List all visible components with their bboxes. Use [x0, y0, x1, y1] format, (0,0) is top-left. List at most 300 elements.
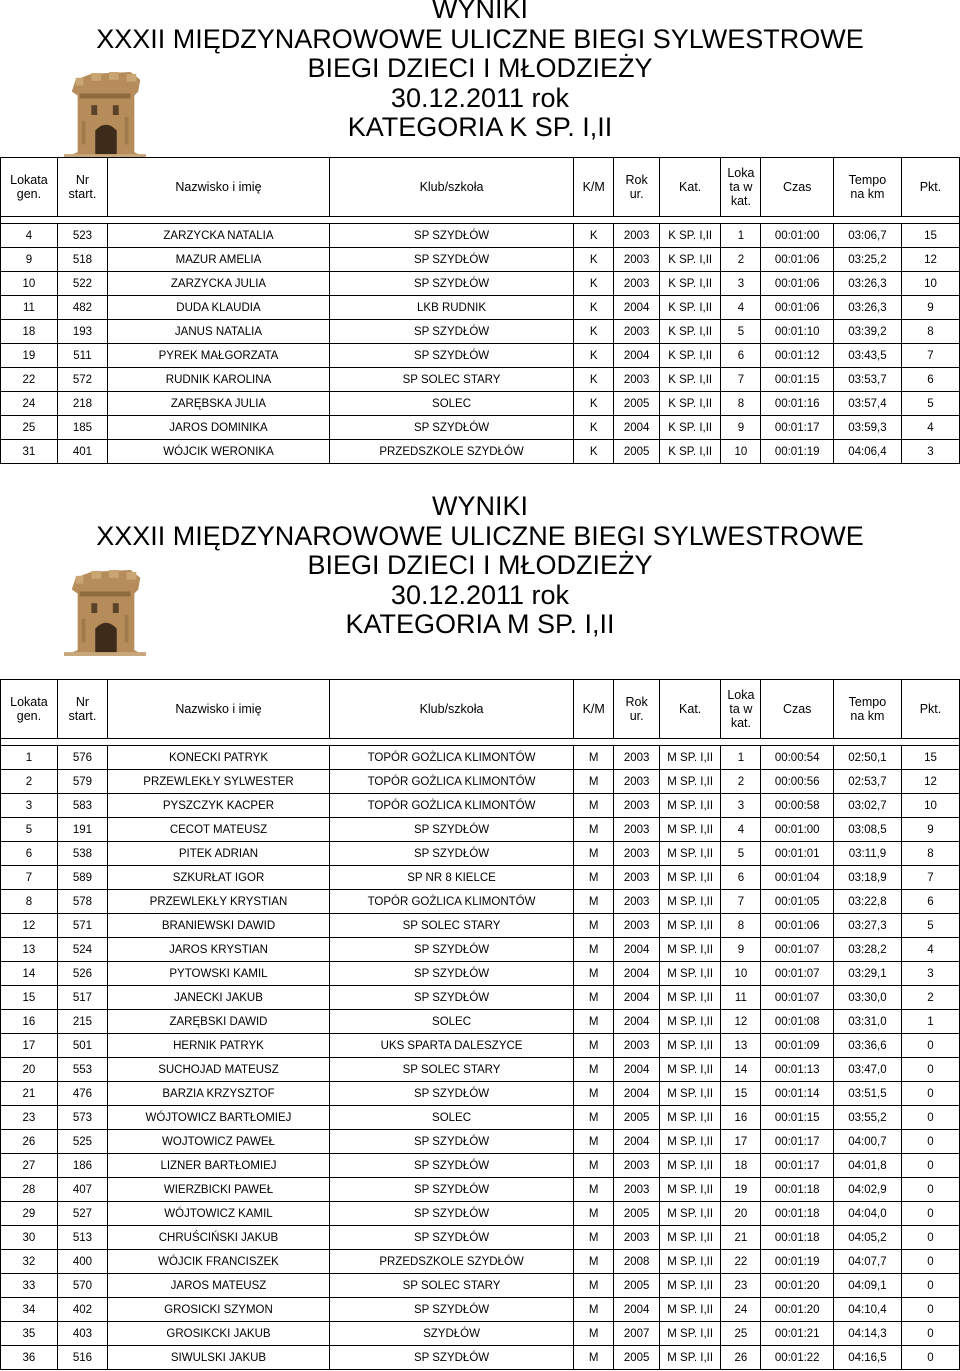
cell-tempo: 03:25,2 [833, 248, 901, 272]
cell-tempo: 03:29,1 [833, 962, 901, 986]
cell-tempo: 04:07,7 [833, 1250, 901, 1274]
cell-pkt: 4 [901, 416, 959, 440]
col-kat: Kat. [660, 680, 721, 739]
cell-kat: M SP. I,II [660, 1178, 721, 1202]
cell-lokata-kat: 2 [721, 770, 761, 794]
cell-name: BARZIA KRZYSZTOF [108, 1082, 330, 1106]
cell-club: SP SOLEC STARY [329, 1274, 573, 1298]
cell-kat: K SP. I,II [660, 440, 721, 464]
cell-tempo: 03:11,9 [833, 842, 901, 866]
table-row [1, 224, 960, 248]
cell-czas: 00:01:18 [761, 1202, 833, 1226]
cell-lokata-gen: 9 [1, 248, 58, 272]
cell-nr-start: 522 [57, 272, 107, 296]
cell-name: PRZEWLEKŁY SYLWESTER [108, 770, 330, 794]
cell-name: PRZEWLEKŁY KRYSTIAN [108, 890, 330, 914]
table-row [1, 818, 960, 842]
cell-pkt: 2 [901, 986, 959, 1010]
cell-name: WOJTOWICZ PAWEŁ [108, 1130, 330, 1154]
cell-lokata-gen: 14 [1, 962, 58, 986]
table-row [1, 320, 960, 344]
cell-kat: M SP. I,II [660, 794, 721, 818]
cell-km: K [574, 344, 614, 368]
cell-lokata-kat: 6 [721, 866, 761, 890]
cell-pkt: 15 [901, 224, 959, 248]
cell-km: M [574, 1250, 614, 1274]
col-tempo [833, 158, 901, 217]
cell-tempo: 03:26,3 [833, 296, 901, 320]
cell-lokata-kat: 9 [721, 416, 761, 440]
cell-pkt: 0 [901, 1058, 959, 1082]
cell-rok-ur: 2003 [614, 1178, 660, 1202]
cell-tempo: 03:02,7 [833, 794, 901, 818]
cell-km: M [574, 1010, 614, 1034]
cell-club: LKB RUDNIK [329, 296, 573, 320]
cell-name: LIZNER BARTŁOMIEJ [108, 1154, 330, 1178]
cell-pkt: 12 [901, 770, 959, 794]
cell-nr-start: 185 [57, 416, 107, 440]
cell-czas: 00:01:06 [761, 296, 833, 320]
cell-tempo: 02:53,7 [833, 770, 901, 794]
cell-rok-ur: 2003 [614, 1034, 660, 1058]
col-pkt: Pkt. [901, 680, 959, 739]
cell-tempo: 03:06,7 [833, 224, 901, 248]
col-lokata-kat [721, 680, 761, 739]
cell-nr-start: 578 [57, 890, 107, 914]
cell-rok-ur: 2003 [614, 746, 660, 770]
cell-tempo: 03:26,3 [833, 272, 901, 296]
cell-tempo: 04:00,7 [833, 1130, 901, 1154]
cell-kat: K SP. I,II [660, 392, 721, 416]
cell-club: TOPÓR GOŻLICA KLIMONTÓW [329, 890, 573, 914]
cell-nr-start: 576 [57, 746, 107, 770]
cell-pkt: 0 [901, 1226, 959, 1250]
col-nr-start [57, 680, 107, 739]
cell-lokata-gen: 13 [1, 938, 58, 962]
cell-lokata-kat: 1 [721, 746, 761, 770]
cell-pkt: 5 [901, 392, 959, 416]
cell-lokata-gen: 7 [1, 866, 58, 890]
col-tempo-line: na km [850, 709, 885, 723]
col-tempo-line: Tempo [848, 173, 887, 187]
cell-pkt: 6 [901, 890, 959, 914]
cell-czas: 00:01:17 [761, 1130, 833, 1154]
cell-km: M [574, 962, 614, 986]
cell-tempo: 04:16,5 [833, 1346, 901, 1370]
cell-czas: 00:01:07 [761, 986, 833, 1010]
cell-nr-start: 517 [57, 986, 107, 1010]
cell-club: SP SZYDŁÓW [329, 320, 573, 344]
cell-kat: M SP. I,II [660, 1010, 721, 1034]
cell-lokata-kat: 20 [721, 1202, 761, 1226]
cell-lokata-kat: 10 [721, 962, 761, 986]
table-row [1, 272, 960, 296]
col-lokata-gen-line: gen. [16, 187, 42, 201]
cell-club: SZYDŁÓW [329, 1322, 573, 1346]
cell-nr-start: 482 [57, 296, 107, 320]
cell-name: ZARZYCKA NATALIA [108, 224, 330, 248]
cell-club: SP SZYDŁÓW [329, 416, 573, 440]
cell-name: DUDA KLAUDIA [108, 296, 330, 320]
cell-lokata-kat: 5 [721, 320, 761, 344]
cell-czas: 00:01:21 [761, 1322, 833, 1346]
col-name: Nazwisko i imię [108, 158, 330, 217]
cell-lokata-kat: 12 [721, 1010, 761, 1034]
cell-nr-start: 570 [57, 1274, 107, 1298]
cell-lokata-kat: 11 [721, 986, 761, 1010]
cell-pkt: 3 [901, 440, 959, 464]
cell-lokata-gen: 10 [1, 272, 58, 296]
cell-nr-start: 527 [57, 1202, 107, 1226]
cell-name: WÓJCIK WERONIKA [108, 440, 330, 464]
cell-km: M [574, 938, 614, 962]
col-club: Klub/szkoła [329, 680, 573, 739]
cell-lokata-kat: 7 [721, 368, 761, 392]
cell-czas: 00:01:14 [761, 1082, 833, 1106]
col-nr-start-line: Nr [75, 173, 90, 187]
cell-tempo: 03:18,9 [833, 866, 901, 890]
col-nr-start [57, 158, 107, 217]
table-row [1, 1202, 960, 1226]
cell-czas: 00:01:20 [761, 1298, 833, 1322]
cell-rok-ur: 2008 [614, 1250, 660, 1274]
cell-pkt: 8 [901, 320, 959, 344]
col-lokata-gen-line: Lokata [10, 173, 48, 187]
cell-lokata-kat: 14 [721, 1058, 761, 1082]
cell-pkt: 10 [901, 272, 959, 296]
table-header-row [1, 680, 960, 739]
cell-name: CECOT MATEUSZ [108, 818, 330, 842]
table-row [1, 248, 960, 272]
table-row [1, 1298, 960, 1322]
cell-club: SP SOLEC STARY [329, 368, 573, 392]
cell-km: M [574, 1058, 614, 1082]
cell-club: SP SZYDŁÓW [329, 1298, 573, 1322]
cell-czas: 00:01:07 [761, 962, 833, 986]
cell-club: SP SZYDŁÓW [329, 248, 573, 272]
cell-kat: K SP. I,II [660, 272, 721, 296]
header-event: XXXII MIĘDZYNAROWOWE ULICZNE BIEGI SYLWESTROWE [96, 520, 864, 551]
cell-lokata-kat: 3 [721, 794, 761, 818]
table-row [1, 1346, 960, 1370]
cell-lokata-gen: 24 [1, 392, 58, 416]
cell-name: SUCHOJAD MATEUSZ [108, 1058, 330, 1082]
cell-rok-ur: 2005 [614, 1106, 660, 1130]
table-row [1, 1130, 960, 1154]
cell-tempo: 03:59,3 [833, 416, 901, 440]
cell-kat: M SP. I,II [660, 1346, 721, 1370]
cell-lokata-gen: 2 [1, 770, 58, 794]
cell-km: M [574, 1346, 614, 1370]
table-row [1, 1322, 960, 1346]
cell-pkt: 12 [901, 248, 959, 272]
cell-kat: M SP. I,II [660, 1154, 721, 1178]
cell-nr-start: 516 [57, 1346, 107, 1370]
cell-kat: M SP. I,II [660, 1106, 721, 1130]
cell-lokata-gen: 23 [1, 1106, 58, 1130]
table-row [1, 368, 960, 392]
col-tempo [833, 680, 901, 739]
cell-pkt: 8 [901, 842, 959, 866]
cell-lokata-kat: 8 [721, 914, 761, 938]
table-row [1, 746, 960, 770]
col-nr-start-line: start. [68, 187, 97, 201]
cell-name: PYSZCZYK KACPER [108, 794, 330, 818]
cell-km: M [574, 794, 614, 818]
cell-czas: 00:01:01 [761, 842, 833, 866]
col-tempo-line: na km [850, 187, 885, 201]
cell-nr-start: 215 [57, 1010, 107, 1034]
cell-lokata-kat: 2 [721, 248, 761, 272]
cell-tempo: 03:51,5 [833, 1082, 901, 1106]
col-rok-ur-line: ur. [629, 709, 644, 723]
cell-nr-start: 583 [57, 794, 107, 818]
cell-czas: 00:01:05 [761, 890, 833, 914]
cell-lokata-gen: 26 [1, 1130, 58, 1154]
table-row [1, 1274, 960, 1298]
cell-lokata-gen: 32 [1, 1250, 58, 1274]
cell-km: M [574, 1202, 614, 1226]
cell-name: KONECKI PATRYK [108, 746, 330, 770]
cell-club: SP SZYDŁÓW [329, 224, 573, 248]
table-row [1, 440, 960, 464]
cell-club: SOLEC [329, 1106, 573, 1130]
cell-rok-ur: 2004 [614, 1130, 660, 1154]
cell-name: GROSIKCKI JAKUB [108, 1322, 330, 1346]
cell-km: M [574, 1274, 614, 1298]
cell-lokata-gen: 20 [1, 1058, 58, 1082]
cell-club: PRZEDSZKOLE SZYDŁÓW [329, 1250, 573, 1274]
cell-rok-ur: 2005 [614, 440, 660, 464]
cell-club: SP NR 8 KIELCE [329, 866, 573, 890]
cell-czas: 00:01:04 [761, 866, 833, 890]
cell-tempo: 03:36,6 [833, 1034, 901, 1058]
cell-rok-ur: 2004 [614, 938, 660, 962]
table-row [1, 986, 960, 1010]
cell-czas: 00:01:18 [761, 1226, 833, 1250]
cell-lokata-gen: 12 [1, 914, 58, 938]
cell-czas: 00:01:09 [761, 1034, 833, 1058]
table-row [1, 392, 960, 416]
cell-rok-ur: 2004 [614, 1010, 660, 1034]
cell-lokata-gen: 29 [1, 1202, 58, 1226]
cell-lokata-gen: 25 [1, 416, 58, 440]
cell-club: SP SZYDŁÓW [329, 272, 573, 296]
cell-lokata-gen: 22 [1, 368, 58, 392]
spacer-cell [1, 217, 960, 224]
cell-name: GROSICKI SZYMON [108, 1298, 330, 1322]
cell-rok-ur: 2005 [614, 1202, 660, 1226]
cell-lokata-kat: 15 [721, 1082, 761, 1106]
header-title: WYNIKI [431, 0, 528, 24]
col-lokata-kat-line: Loka [727, 688, 755, 702]
cell-rok-ur: 2004 [614, 416, 660, 440]
table-row [1, 770, 960, 794]
col-czas: Czas [761, 158, 833, 217]
cell-kat: K SP. I,II [660, 224, 721, 248]
cell-lokata-gen: 19 [1, 344, 58, 368]
col-lokata-gen [1, 158, 58, 217]
table-row [1, 1178, 960, 1202]
cell-kat: M SP. I,II [660, 890, 721, 914]
cell-name: SIWULSKI JAKUB [108, 1346, 330, 1370]
table-row [1, 1010, 960, 1034]
col-lokata-gen-line: gen. [16, 709, 42, 723]
cell-kat: M SP. I,II [660, 1130, 721, 1154]
cell-tempo: 03:47,0 [833, 1058, 901, 1082]
header-date: 30.12.2011 rok [390, 82, 570, 113]
cell-km: M [574, 1082, 614, 1106]
cell-club: SP SZYDŁÓW [329, 1202, 573, 1226]
castle-tower-logo-icon [62, 70, 150, 160]
cell-czas: 00:01:07 [761, 938, 833, 962]
cell-km: M [574, 746, 614, 770]
cell-km: M [574, 914, 614, 938]
cell-lokata-gen: 5 [1, 818, 58, 842]
cell-nr-start: 523 [57, 224, 107, 248]
cell-kat: M SP. I,II [660, 1250, 721, 1274]
table-row [1, 1058, 960, 1082]
cell-pkt: 0 [901, 1106, 959, 1130]
cell-pkt: 7 [901, 344, 959, 368]
cell-lokata-gen: 30 [1, 1226, 58, 1250]
results-table-k [0, 157, 960, 464]
cell-pkt: 0 [901, 1322, 959, 1346]
cell-rok-ur: 2003 [614, 320, 660, 344]
cell-pkt: 0 [901, 1082, 959, 1106]
cell-name: WIERZBICKI PAWEŁ [108, 1178, 330, 1202]
spacer-cell [1, 739, 960, 746]
cell-nr-start: 572 [57, 368, 107, 392]
cell-kat: M SP. I,II [660, 770, 721, 794]
cell-club: PRZEDSZKOLE SZYDŁÓW [329, 440, 573, 464]
cell-km: M [574, 1130, 614, 1154]
cell-lokata-gen: 18 [1, 320, 58, 344]
cell-km: M [574, 842, 614, 866]
cell-czas: 00:01:13 [761, 1058, 833, 1082]
cell-tempo: 04:02,9 [833, 1178, 901, 1202]
col-lokata-kat-line: kat. [730, 716, 751, 730]
cell-czas: 00:01:19 [761, 440, 833, 464]
header-category: KATEGORIA K SP. I,II [347, 112, 613, 142]
cell-rok-ur: 2003 [614, 794, 660, 818]
cell-name: ZARĘBSKI DAWID [108, 1010, 330, 1034]
cell-lokata-kat: 3 [721, 272, 761, 296]
table-row [1, 1154, 960, 1178]
cell-czas: 00:01:06 [761, 272, 833, 296]
cell-name: PYTOWSKI KAMIL [108, 962, 330, 986]
cell-lokata-kat: 10 [721, 440, 761, 464]
table-row [1, 914, 960, 938]
cell-lokata-gen: 8 [1, 890, 58, 914]
cell-name: JANUS NATALIA [108, 320, 330, 344]
col-lokata-kat-line: ta w [729, 702, 753, 716]
cell-km: M [574, 1226, 614, 1250]
cell-czas: 00:01:17 [761, 416, 833, 440]
col-lokata-kat [721, 158, 761, 217]
header-event: XXXII MIĘDZYNAROWOWE ULICZNE BIEGI SYLWESTROWE [96, 23, 864, 54]
cell-tempo: 03:08,5 [833, 818, 901, 842]
cell-club: SP SZYDŁÓW [329, 986, 573, 1010]
cell-nr-start: 538 [57, 842, 107, 866]
cell-lokata-kat: 16 [721, 1106, 761, 1130]
cell-rok-ur: 2003 [614, 770, 660, 794]
cell-nr-start: 193 [57, 320, 107, 344]
header-subtitle: BIEGI DZIECI I MŁODZIEŻY [307, 550, 653, 580]
cell-tempo: 02:50,1 [833, 746, 901, 770]
cell-pkt: 6 [901, 368, 959, 392]
cell-lokata-gen: 21 [1, 1082, 58, 1106]
cell-czas: 00:01:06 [761, 914, 833, 938]
cell-club: SP SZYDŁÓW [329, 1346, 573, 1370]
cell-nr-start: 186 [57, 1154, 107, 1178]
cell-name: RUDNIK KAROLINA [108, 368, 330, 392]
cell-rok-ur: 2003 [614, 1154, 660, 1178]
cell-nr-start: 553 [57, 1058, 107, 1082]
col-km: K/M [574, 680, 614, 739]
cell-rok-ur: 2003 [614, 890, 660, 914]
cell-tempo: 03:22,8 [833, 890, 901, 914]
cell-pkt: 7 [901, 866, 959, 890]
cell-club: SOLEC [329, 392, 573, 416]
cell-name: ZARĘBSKA JULIA [108, 392, 330, 416]
cell-name: SZKURŁAT IGOR [108, 866, 330, 890]
cell-lokata-gen: 28 [1, 1178, 58, 1202]
cell-czas: 00:01:15 [761, 368, 833, 392]
col-lokata-kat-line: Loka [727, 166, 755, 180]
cell-km: K [574, 368, 614, 392]
cell-club: TOPÓR GOŻLICA KLIMONTÓW [329, 794, 573, 818]
cell-tempo: 04:14,3 [833, 1322, 901, 1346]
col-km: K/M [574, 158, 614, 217]
table-row [1, 344, 960, 368]
col-czas: Czas [761, 680, 833, 739]
cell-lokata-gen: 34 [1, 1298, 58, 1322]
cell-pkt: 0 [901, 1034, 959, 1058]
cell-nr-start: 402 [57, 1298, 107, 1322]
cell-club: SP SZYDŁÓW [329, 962, 573, 986]
cell-lokata-kat: 19 [721, 1178, 761, 1202]
cell-name: WÓJTOWICZ BARTŁOMIEJ [108, 1106, 330, 1130]
table-row [1, 794, 960, 818]
cell-tempo: 03:53,7 [833, 368, 901, 392]
cell-kat: M SP. I,II [660, 1322, 721, 1346]
cell-lokata-gen: 36 [1, 1346, 58, 1370]
cell-czas: 00:01:19 [761, 1250, 833, 1274]
cell-lokata-gen: 16 [1, 1010, 58, 1034]
cell-km: M [574, 986, 614, 1010]
cell-club: SP SZYDŁÓW [329, 818, 573, 842]
castle-tower-logo-icon [62, 568, 150, 658]
table-row [1, 890, 960, 914]
cell-club: SP SZYDŁÓW [329, 1226, 573, 1250]
cell-lokata-kat: 18 [721, 1154, 761, 1178]
cell-kat: M SP. I,II [660, 1202, 721, 1226]
cell-name: JANECKI JAKUB [108, 986, 330, 1010]
cell-czas: 00:01:16 [761, 392, 833, 416]
cell-lokata-gen: 6 [1, 842, 58, 866]
cell-kat: K SP. I,II [660, 344, 721, 368]
cell-tempo: 03:31,0 [833, 1010, 901, 1034]
cell-pkt: 0 [901, 1298, 959, 1322]
cell-tempo: 04:01,8 [833, 1154, 901, 1178]
cell-czas: 00:01:00 [761, 818, 833, 842]
cell-club: SP SZYDŁÓW [329, 344, 573, 368]
cell-club: SP SOLEC STARY [329, 1058, 573, 1082]
cell-nr-start: 589 [57, 866, 107, 890]
cell-lokata-kat: 24 [721, 1298, 761, 1322]
cell-rok-ur: 2004 [614, 1082, 660, 1106]
